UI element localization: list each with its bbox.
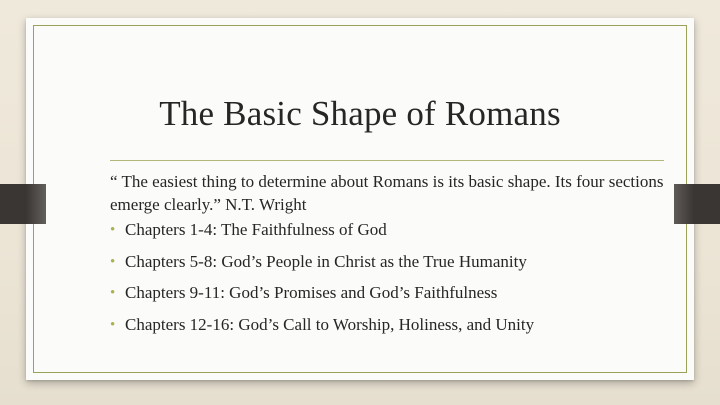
right-binder-tab bbox=[674, 184, 720, 224]
slide-paper bbox=[26, 18, 694, 380]
bullet-text: Chapters 9-11: God’s Promises and God’s Faithfulness bbox=[125, 283, 498, 302]
list-item bbox=[110, 252, 690, 284]
left-binder-tab bbox=[0, 184, 46, 224]
slide-title: The Basic Shape of Romans bbox=[159, 94, 561, 133]
bullet-text: Chapters 1-4: The Faithfulness of God bbox=[125, 220, 387, 239]
bullet-list bbox=[110, 220, 690, 346]
bullet-icon: • bbox=[110, 285, 116, 301]
bullet-icon: • bbox=[110, 316, 116, 333]
list-item bbox=[110, 315, 690, 347]
bullet-text: Chapters 12-16: God’s Call to Worship, Holiness, and Unity bbox=[125, 314, 535, 334]
list-item bbox=[110, 220, 690, 252]
title-divider bbox=[110, 160, 664, 161]
bullet-text: Chapters 5-8: God’s People in Christ as the True Humanity bbox=[125, 251, 527, 271]
quote-text: “ The easiest thing to determine about Romans is its basic shape. Its four sections emerge clearly.” N.T. Wright bbox=[110, 172, 664, 214]
list-item bbox=[110, 283, 690, 315]
bullet-icon: • bbox=[110, 222, 116, 238]
bullet-icon: • bbox=[110, 253, 116, 270]
